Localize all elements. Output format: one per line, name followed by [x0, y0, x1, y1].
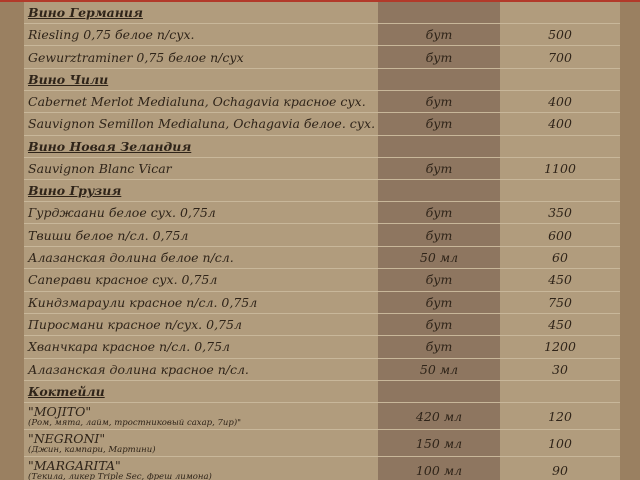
item-price: 450	[500, 313, 620, 335]
cocktail-price: 100	[500, 430, 620, 457]
item-name: Riesling 0,75 белое п/сух.	[24, 24, 378, 46]
item-price: 400	[500, 113, 620, 135]
cocktail-volume: 100 мл	[378, 457, 500, 480]
item-price: 750	[500, 291, 620, 313]
item-unit: бут	[378, 224, 500, 246]
item-name: Алазанская долина красное п/сл.	[24, 358, 378, 380]
cocktail-cell	[24, 403, 378, 430]
item-price: 60	[500, 246, 620, 268]
item-price: 700	[500, 46, 620, 68]
item-unit: бут	[378, 113, 500, 135]
item-unit: бут	[378, 24, 500, 46]
item-price: 500	[500, 24, 620, 46]
item-price: 400	[500, 90, 620, 112]
item-name: Киндзмараули красное п/сл. 0,75л	[24, 291, 378, 313]
section-header-row	[24, 135, 620, 157]
cocktail-row	[24, 457, 620, 480]
item-name: Sauvignon Blanc Vicar	[24, 157, 378, 179]
section-unit-blank	[378, 135, 500, 157]
cocktail-row	[24, 403, 620, 430]
cocktail-price: 120	[500, 403, 620, 430]
menu-item-row	[24, 157, 620, 179]
section-price-blank	[500, 179, 620, 201]
cocktail-price: 90	[500, 457, 620, 480]
item-name: Gewurztraminer 0,75 белое п/сух	[24, 46, 378, 68]
item-name: Гурджаани белое сух. 0,75л	[24, 201, 378, 223]
item-name: Твиши белое п/сл. 0,75л	[24, 224, 378, 246]
section-header-row	[24, 2, 620, 24]
left-margin	[0, 2, 24, 480]
item-name: Хванчкара красное п/сл. 0,75л	[24, 336, 378, 358]
item-unit: 50 мл	[378, 246, 500, 268]
item-price: 450	[500, 269, 620, 291]
menu-item-row	[24, 291, 620, 313]
item-name: Алазанская долина белое п/сл.	[24, 246, 378, 268]
cocktail-name: "NEGRONI"	[28, 430, 106, 446]
item-unit: бут	[378, 201, 500, 223]
item-unit: бут	[378, 46, 500, 68]
section-unit-blank	[378, 68, 500, 90]
section-header-row	[24, 179, 620, 201]
section-price-blank	[500, 2, 620, 24]
item-unit: 50 мл	[378, 358, 500, 380]
item-name: Cabernet Merlot Medialuna, Ochagavia красное сух.	[24, 90, 378, 112]
section-price-blank	[500, 135, 620, 157]
section-price-blank	[500, 381, 620, 403]
menu-item-row	[24, 336, 620, 358]
section-title: Вино Новая Зеландия	[24, 135, 378, 157]
menu-item-row	[24, 358, 620, 380]
section-title: Вино Грузия	[24, 179, 378, 201]
cocktail-volume: 150 мл	[378, 430, 500, 457]
item-name: Саперави красное сух. 0,75л	[24, 269, 378, 291]
item-unit: бут	[378, 90, 500, 112]
menu-item-row	[24, 224, 620, 246]
section-header-row	[24, 68, 620, 90]
section-unit-blank	[378, 381, 500, 403]
cocktail-ingredients: (Ром, мята, лайм, тростниковый сахар, 7ир)"	[28, 417, 242, 428]
item-price: 350	[500, 201, 620, 223]
cocktail-volume: 420 мл	[378, 403, 500, 430]
menu-item-row	[24, 46, 620, 68]
item-name: Пиросмани красное п/сух. 0,75л	[24, 313, 378, 335]
section-unit-blank	[378, 179, 500, 201]
cocktail-row	[24, 430, 620, 457]
menu-item-row	[24, 113, 620, 135]
cocktail-cell	[24, 457, 378, 480]
section-price-blank	[500, 68, 620, 90]
right-margin	[620, 2, 640, 480]
menu-item-row	[24, 24, 620, 46]
item-unit: бут	[378, 291, 500, 313]
section-title: Вино Германия	[24, 2, 378, 24]
price-list-table	[24, 2, 620, 480]
item-price: 1200	[500, 336, 620, 358]
item-price: 600	[500, 224, 620, 246]
item-unit: бут	[378, 157, 500, 179]
section-title: Коктейли	[24, 381, 378, 403]
section-unit-blank	[378, 2, 500, 24]
menu-item-row	[24, 246, 620, 268]
cocktail-name: "MOJITO"	[28, 403, 92, 419]
section-header-row	[24, 381, 620, 403]
cocktail-cell	[24, 430, 378, 457]
section-title: Вино Чили	[24, 68, 378, 90]
item-price: 1100	[500, 157, 620, 179]
price-list-body	[24, 2, 620, 480]
item-unit: бут	[378, 269, 500, 291]
menu-item-row	[24, 269, 620, 291]
item-name: Sauvignon Semillon Medialuna, Ochagavia белое. сух.	[24, 113, 378, 135]
item-unit: бут	[378, 336, 500, 358]
menu-item-row	[24, 201, 620, 223]
menu-item-row	[24, 313, 620, 335]
item-unit: бут	[378, 313, 500, 335]
cocktail-ingredients: (Текила, ликер Triple Sec, фреш лимона)	[28, 471, 212, 480]
menu-item-row	[24, 90, 620, 112]
cocktail-ingredients: (Джин, кампари, Мартини)	[28, 444, 156, 455]
cocktail-name: "MARGARITA"	[28, 457, 121, 473]
item-price: 30	[500, 358, 620, 380]
